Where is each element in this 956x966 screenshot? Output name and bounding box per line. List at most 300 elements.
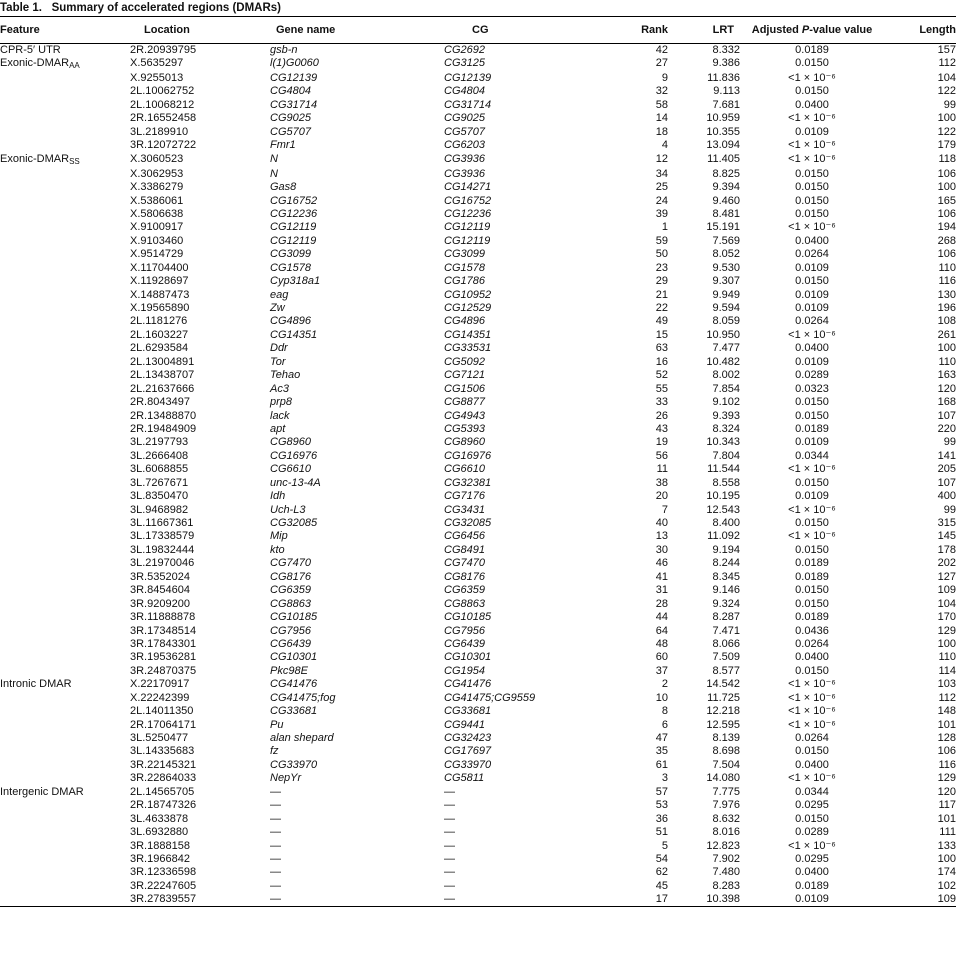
cell-length-text: 129 <box>937 624 956 637</box>
cell-gene-text: CG3099 <box>270 248 311 261</box>
cell-feature <box>0 221 114 234</box>
cell-gene <box>260 342 400 355</box>
table-body <box>0 44 956 907</box>
cell-rank <box>598 584 670 597</box>
cell-location-text: X.3062953 <box>130 167 184 180</box>
cell-gene-text: CG8960 <box>270 436 311 449</box>
cell-rank-text: 25 <box>655 181 668 194</box>
cell-rank-text: 51 <box>655 826 668 839</box>
cell-lrt <box>670 450 742 463</box>
cell-location <box>114 396 260 409</box>
cell-adjusted-p <box>742 181 882 194</box>
cell-gene <box>260 195 400 208</box>
cell-feature <box>0 598 114 611</box>
cell-adjusted-p <box>742 463 882 476</box>
cell-cg-text: CG7956 <box>444 624 485 637</box>
cell-feature <box>0 719 114 732</box>
cell-adjusted-p <box>742 880 882 893</box>
cell-adjusted-p <box>742 72 882 85</box>
cell-gene-text: — <box>270 785 281 798</box>
cell-gene <box>260 786 400 799</box>
cell-feature <box>0 383 114 396</box>
cell-rank-text: 3 <box>661 772 668 785</box>
cell-gene-text: Pu <box>270 718 284 731</box>
cell-adjusted-p <box>742 530 882 543</box>
cell-cg <box>400 383 598 396</box>
cell-cg-text: CG12119 <box>444 234 491 247</box>
cell-length <box>882 208 956 221</box>
cell-adjusted-p <box>742 208 882 221</box>
cell-feature <box>0 625 114 638</box>
cell-adjusted-p-text: 0.0400 <box>795 651 829 664</box>
cell-adjusted-p <box>742 356 882 369</box>
cell-cg <box>400 356 598 369</box>
cell-location <box>114 826 260 839</box>
cell-rank <box>598 678 670 691</box>
cell-feature <box>0 181 114 194</box>
cell-length <box>882 517 956 530</box>
cell-length-text: 268 <box>937 234 956 247</box>
cell-cg-text: — <box>444 839 455 852</box>
cell-location <box>114 208 260 221</box>
cell-adjusted-p-text: <1 × 10⁻⁶ <box>788 705 836 718</box>
cell-feature <box>0 195 114 208</box>
cell-adjusted-p-text: 0.0264 <box>795 315 829 328</box>
table-row <box>0 126 956 139</box>
cell-gene-text: CG6359 <box>270 584 311 597</box>
table-row <box>0 383 956 396</box>
cell-length-text: 110 <box>938 355 956 368</box>
cell-adjusted-p-text: 0.0400 <box>795 342 829 355</box>
cell-length-text: 129 <box>937 772 956 785</box>
cell-feature <box>0 85 114 98</box>
cell-length <box>882 705 956 718</box>
cell-cg-text: CG1786 <box>444 275 485 288</box>
cell-location <box>114 678 260 691</box>
cell-length <box>882 235 956 248</box>
cell-location <box>114 195 260 208</box>
cell-cg-text: CG5092 <box>444 355 485 368</box>
cell-rank-text: 20 <box>655 490 668 503</box>
cell-location-text: X.22242399 <box>130 691 190 704</box>
cell-length <box>882 651 956 664</box>
table-row <box>0 772 956 785</box>
table-row <box>0 504 956 517</box>
cell-cg-text: CG10952 <box>444 288 492 301</box>
cell-gene <box>260 44 400 58</box>
cell-location <box>114 692 260 705</box>
cell-feature <box>0 396 114 409</box>
cell-location-text: 2L.14011350 <box>130 705 194 718</box>
cell-lrt <box>670 342 742 355</box>
cell-gene-text: kto <box>270 543 285 556</box>
cell-rank-text: 31 <box>655 584 668 597</box>
cell-length-text: 261 <box>937 328 956 341</box>
cell-rank-text: 1 <box>661 221 668 234</box>
cell-cg-text: CG12236 <box>444 207 492 220</box>
cell-adjusted-p-text: <1 × 10⁻⁶ <box>788 221 836 234</box>
cell-gene-text: CG5707 <box>270 125 311 138</box>
cell-cg <box>400 517 598 530</box>
cell-rank <box>598 302 670 315</box>
cell-adjusted-p <box>742 557 882 570</box>
cell-rank <box>598 181 670 194</box>
table-row <box>0 99 956 112</box>
table-title: Summary of accelerated regions (DMARs) <box>51 2 281 14</box>
cell-length-text: 99 <box>943 98 956 111</box>
cell-cg <box>400 571 598 584</box>
cell-adjusted-p <box>742 302 882 315</box>
cell-adjusted-p <box>742 490 882 503</box>
cell-location <box>114 302 260 315</box>
cell-gene <box>260 853 400 866</box>
cell-location-text: 3R.5352024 <box>130 570 190 583</box>
cell-length <box>882 383 956 396</box>
cell-location-text: 3R.12072722 <box>130 139 197 152</box>
cell-gene-text: CG12119 <box>270 234 317 247</box>
cell-cg <box>400 275 598 288</box>
table-row <box>0 799 956 812</box>
cell-adjusted-p-text: 0.0289 <box>795 369 829 382</box>
cell-cg <box>400 705 598 718</box>
cell-gene <box>260 275 400 288</box>
cell-adjusted-p <box>742 813 882 826</box>
cell-adjusted-p <box>742 262 882 275</box>
cell-gene <box>260 705 400 718</box>
cell-rank <box>598 759 670 772</box>
cell-gene-text: CG33681 <box>270 705 318 718</box>
cell-rank <box>598 598 670 611</box>
table-row <box>0 705 956 718</box>
table-label: Table 1. <box>0 2 42 14</box>
cell-location <box>114 139 260 152</box>
cell-rank-text: 28 <box>655 597 668 610</box>
cell-adjusted-p <box>742 678 882 691</box>
cell-feature <box>0 329 114 342</box>
cell-adjusted-p <box>742 786 882 799</box>
cell-length-text: 127 <box>937 570 956 583</box>
table-row <box>0 490 956 503</box>
cell-location <box>114 315 260 328</box>
cell-gene <box>260 302 400 315</box>
table-row <box>0 342 956 355</box>
cell-gene-text: CG12236 <box>270 207 318 220</box>
cell-feature <box>0 208 114 221</box>
cell-gene <box>260 235 400 248</box>
cell-adjusted-p <box>742 329 882 342</box>
cell-length-text: 194 <box>937 221 956 234</box>
cell-length <box>882 880 956 893</box>
cell-cg <box>400 57 598 72</box>
cell-location-text: 3L.21970046 <box>130 557 195 570</box>
cell-gene-text: CG4896 <box>270 315 311 328</box>
cell-cg-text: CG3936 <box>444 152 485 165</box>
cell-lrt-text: 9.394 <box>712 181 740 194</box>
cell-rank-text: 33 <box>655 396 668 409</box>
cell-rank-text: 24 <box>655 194 668 207</box>
cell-lrt <box>670 571 742 584</box>
cell-rank-text: 16 <box>655 355 668 368</box>
cell-lrt-text: 11.092 <box>707 530 740 543</box>
cell-length-text: 107 <box>937 409 956 422</box>
cell-location <box>114 181 260 194</box>
cell-rank-text: 30 <box>655 543 668 556</box>
cell-gene <box>260 423 400 436</box>
cell-rank <box>598 625 670 638</box>
cell-rank-text: 14 <box>655 112 668 125</box>
cell-gene-text: alan shepard <box>270 732 334 744</box>
cell-adjusted-p <box>742 772 882 785</box>
cell-cg-text: CG33970 <box>444 758 492 771</box>
cell-gene <box>260 72 400 85</box>
cell-cg-text: CG9441 <box>444 718 485 731</box>
cell-lrt <box>670 840 742 853</box>
cell-lrt <box>670 302 742 315</box>
cell-length <box>882 248 956 261</box>
cell-adjusted-p <box>742 584 882 597</box>
cell-cg-text: CG1954 <box>444 664 485 677</box>
cell-length <box>882 463 956 476</box>
cell-gene <box>260 759 400 772</box>
cell-location <box>114 383 260 396</box>
cell-cg <box>400 504 598 517</box>
cell-gene-text: fz <box>270 745 279 758</box>
cell-length <box>882 692 956 705</box>
table-row <box>0 611 956 624</box>
cell-rank-text: 4 <box>661 139 668 152</box>
cell-lrt <box>670 235 742 248</box>
cell-adjusted-p-text: 0.0150 <box>795 167 829 180</box>
header-adjusted-p-letter: P <box>801 24 810 36</box>
cell-rank <box>598 840 670 853</box>
cell-rank <box>598 772 670 785</box>
cell-cg-text: — <box>444 852 455 865</box>
cell-rank <box>598 168 670 181</box>
cell-length-text: 109 <box>937 893 956 906</box>
cell-gene-text: apt <box>270 422 286 435</box>
cell-location-text: 3R.22247605 <box>130 879 197 892</box>
cell-rank <box>598 262 670 275</box>
cell-cg-text: CG3099 <box>444 248 485 261</box>
cell-adjusted-p-text: 0.0150 <box>795 409 829 422</box>
cell-length <box>882 732 956 745</box>
cell-cg <box>400 893 598 907</box>
cell-rank <box>598 289 670 302</box>
cell-cg-text: CG14351 <box>444 328 492 341</box>
cell-rank-text: 8 <box>661 705 668 718</box>
cell-length <box>882 866 956 879</box>
cell-gene-text: eag <box>270 288 289 301</box>
cell-location <box>114 85 260 98</box>
cell-location-text: X.5806638 <box>130 207 184 220</box>
cell-adjusted-p <box>742 195 882 208</box>
cell-lrt-text: 12.823 <box>706 839 740 852</box>
table-row <box>0 57 956 72</box>
cell-rank-text: 40 <box>655 517 668 529</box>
cell-rank <box>598 72 670 85</box>
cell-adjusted-p-text: <1 × 10⁻⁶ <box>788 112 836 125</box>
cell-location <box>114 57 260 72</box>
cell-adjusted-p-text: 0.0295 <box>795 852 829 865</box>
cell-location-text: X.11928697 <box>130 275 189 288</box>
cell-adjusted-p-text: 0.0109 <box>795 490 829 503</box>
cell-length <box>882 436 956 449</box>
cell-location-text: 3R.11888878 <box>130 611 196 624</box>
cell-lrt <box>670 423 742 436</box>
cell-length <box>882 181 956 194</box>
cell-length <box>882 423 956 436</box>
cell-length <box>882 168 956 181</box>
cell-rank <box>598 329 670 342</box>
cell-gene <box>260 490 400 503</box>
cell-lrt <box>670 813 742 826</box>
cell-gene <box>260 85 400 98</box>
cell-length <box>882 772 956 785</box>
cell-length <box>882 221 956 234</box>
cell-location <box>114 813 260 826</box>
cell-cg <box>400 772 598 785</box>
cell-rank <box>598 44 670 58</box>
cell-rank <box>598 463 670 476</box>
cell-cg <box>400 840 598 853</box>
cell-cg-text: CG32381 <box>444 476 492 489</box>
cell-adjusted-p <box>742 544 882 557</box>
cell-adjusted-p-text: <1 × 10⁻⁶ <box>788 72 836 84</box>
cell-rank <box>598 665 670 678</box>
cell-lrt <box>670 584 742 597</box>
cell-gene <box>260 383 400 396</box>
cell-location-text: 3L.14335683 <box>130 745 195 758</box>
cell-adjusted-p <box>742 866 882 879</box>
cell-cg <box>400 112 598 125</box>
cell-length-text: 107 <box>937 476 956 489</box>
cell-rank-text: 61 <box>655 758 668 771</box>
cell-gene <box>260 799 400 812</box>
cell-gene-text: Gas8 <box>270 181 297 194</box>
cell-adjusted-p <box>742 745 882 758</box>
header-adjusted-p-pre: Adjusted <box>751 24 802 36</box>
cell-adjusted-p-text: 0.0109 <box>795 436 829 449</box>
table-row <box>0 557 956 570</box>
cell-adjusted-p <box>742 275 882 288</box>
cell-adjusted-p-text: <1 × 10⁻⁶ <box>788 463 836 476</box>
table-row <box>0 262 956 275</box>
cell-feature <box>0 866 114 879</box>
cell-lrt <box>670 799 742 812</box>
cell-lrt <box>670 329 742 342</box>
cell-feature <box>0 786 114 799</box>
cell-length-text: 178 <box>937 543 956 556</box>
cell-adjusted-p <box>742 99 882 112</box>
cell-adjusted-p-text: 0.0150 <box>795 207 829 220</box>
cell-gene <box>260 611 400 624</box>
cell-feature <box>0 153 114 168</box>
table-row <box>0 72 956 85</box>
cell-cg <box>400 436 598 449</box>
cell-adjusted-p <box>742 799 882 812</box>
cell-cg <box>400 557 598 570</box>
cell-rank <box>598 638 670 651</box>
cell-rank <box>598 369 670 382</box>
cell-lrt-text: 8.632 <box>712 812 740 825</box>
cell-cg-text: CG10185 <box>444 611 492 624</box>
cell-feature <box>0 463 114 476</box>
cell-rank <box>598 544 670 557</box>
cell-rank <box>598 530 670 543</box>
table-row <box>0 289 956 302</box>
cell-cg-text: — <box>444 785 455 798</box>
cell-gene-text: — <box>270 839 281 852</box>
cell-adjusted-p-text: <1 × 10⁻⁶ <box>788 152 836 165</box>
table-row <box>0 759 956 772</box>
cell-lrt <box>670 99 742 112</box>
cell-feature <box>0 315 114 328</box>
cell-rank-text: 5 <box>661 839 668 852</box>
cell-feature <box>0 853 114 866</box>
cell-cg <box>400 44 598 58</box>
cell-rank <box>598 153 670 168</box>
cell-length-text: 170 <box>937 611 956 624</box>
cell-adjusted-p-text: 0.0189 <box>795 422 829 435</box>
cell-location <box>114 893 260 907</box>
cell-length-text: 102 <box>937 879 956 892</box>
cell-gene-text: — <box>270 812 281 825</box>
cell-rank-text: 17 <box>655 893 668 906</box>
cell-lrt <box>670 651 742 664</box>
cell-rank-text: 15 <box>655 328 668 341</box>
cell-location <box>114 235 260 248</box>
cell-length-text: 110 <box>938 261 956 274</box>
cell-rank <box>598 517 670 530</box>
cell-location <box>114 584 260 597</box>
cell-location <box>114 262 260 275</box>
cell-lrt <box>670 692 742 705</box>
cell-length <box>882 813 956 826</box>
cell-lrt-text: 8.002 <box>712 369 740 382</box>
cell-rank <box>598 57 670 72</box>
table-row <box>0 544 956 557</box>
table-row <box>0 248 956 261</box>
cell-rank <box>598 826 670 839</box>
cell-lrt-text: 14.080 <box>706 772 740 785</box>
cell-lrt <box>670 665 742 678</box>
cell-adjusted-p <box>742 692 882 705</box>
cell-gene-text: N <box>270 167 278 180</box>
cell-location-text: 2R.17064171 <box>130 718 197 731</box>
cell-gene <box>260 625 400 638</box>
table-row <box>0 44 956 58</box>
table-row <box>0 168 956 181</box>
cell-cg-text: CG32085 <box>444 517 492 529</box>
cell-length-text: 104 <box>937 597 956 610</box>
cell-location <box>114 732 260 745</box>
cell-lrt <box>670 544 742 557</box>
cell-lrt-text: 9.386 <box>712 57 740 69</box>
cell-rank <box>598 208 670 221</box>
cell-lrt-text: 10.959 <box>706 112 740 125</box>
cell-gene-text: CG1578 <box>270 261 311 274</box>
cell-length-text: 141 <box>937 449 956 462</box>
cell-rank-text: 49 <box>655 315 668 328</box>
table-row <box>0 732 956 745</box>
cell-rank <box>598 356 670 369</box>
cell-adjusted-p-text: 0.0264 <box>795 637 829 650</box>
cell-length <box>882 557 956 570</box>
cell-gene-text: — <box>270 826 281 839</box>
cell-rank <box>598 866 670 879</box>
header-length: Length <box>882 17 956 44</box>
cell-rank <box>598 85 670 98</box>
